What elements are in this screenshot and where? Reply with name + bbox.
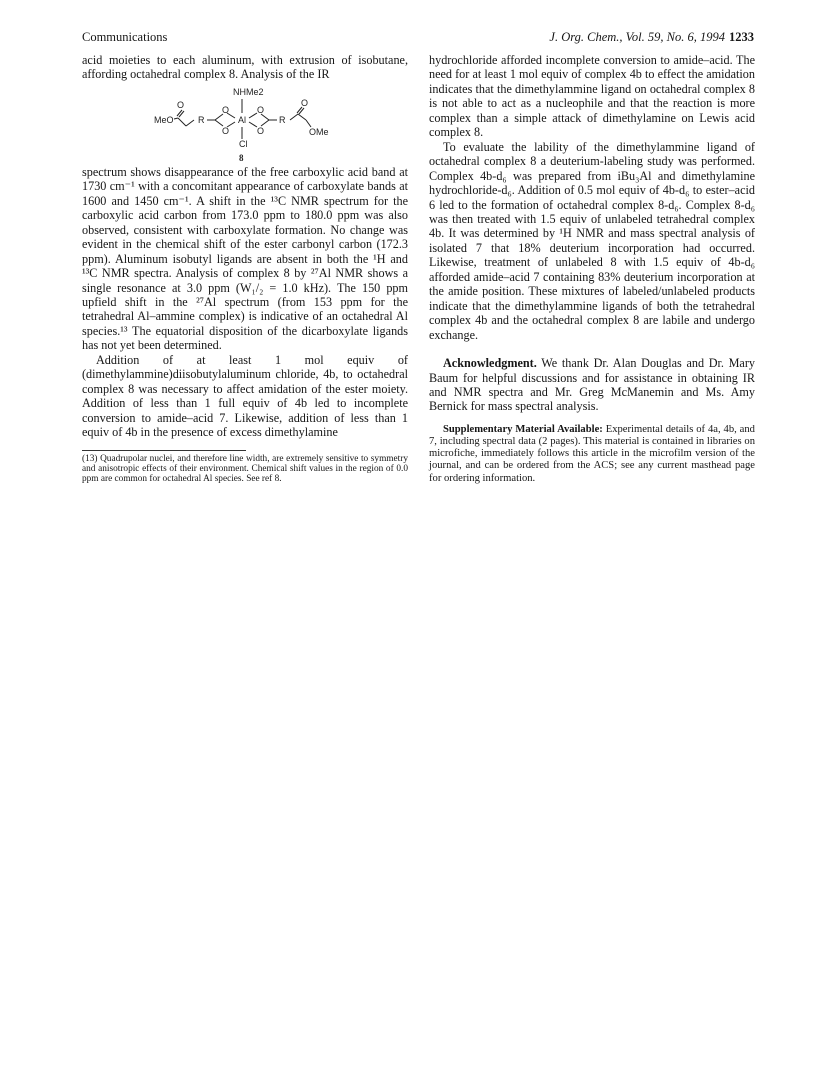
section-label: Communications <box>82 30 168 44</box>
label-o: O <box>301 97 309 108</box>
paragraph: Addition of at least 1 mol equiv of (dimethylammine)diisobutylaluminum chloride, 4b, to octahedral complex 8 was necessary to affect amidation of the ester moiety. Addition of less than 1 full equiv of 4b led to incomplete conversion to amide–acid 7. Likewise, addition of less than 1 equiv of 4b in the presence of excess dimethylamine <box>82 352 408 440</box>
running-head <box>82 30 754 50</box>
footnote-13: (13) Quadrupolar nuclei, and therefore line width, are extremely sensitive to symmetry and anisotropic effects of their environment. Chemical shift values in the region of 0.0 ppm are common for octahedral Al species. See ref 8. <box>82 453 408 485</box>
journal-citation <box>549 30 754 45</box>
left-column <box>82 53 408 485</box>
paragraph: spectrum shows disappearance of the free carboxylic acid band at 1730 cm⁻¹ with a concomitant appearance of carboxylate bands at 1600 and 1450 cm⁻¹. A shift in the ¹³C NMR spectrum for the carboxylic acid carbon from 173.0 ppm to 180.0 ppm was also observed, consistent with carboxylate formation. No change was evident in the chemical shift of the ester carbonyl carbon (172.3 ppm). Aluminum isobutyl ligands are absent in both the ¹H and ¹³C NMR spectra. Analysis of complex 8 by ²⁷Al NMR shows a single resonance at 3.0 ppm (W₁/₂ = 1.0 kHz). The 150 ppm upfield shift in the ²⁷Al spectrum (from 153 ppm for the tetrahedral Al–ammine complex) is indicative of an octahedral Al species.¹³ The equatorial disposition of the dicarboxylate ligands has not yet been determined. <box>82 164 408 353</box>
acknowledgment <box>429 356 755 414</box>
compound-number: 8 <box>239 152 244 163</box>
label-o: O <box>257 104 265 115</box>
label-al: Al <box>238 114 247 125</box>
supplementary-heading: Supplementary Material Available: <box>443 423 603 435</box>
label-r-left: R <box>198 114 205 125</box>
label-o: O <box>177 99 185 110</box>
footnote-divider <box>82 450 246 451</box>
label-o: O <box>222 104 230 115</box>
label-o: O <box>222 125 230 136</box>
page-number: 1233 <box>729 30 754 44</box>
acknowledgment-heading: Acknowledgment. <box>443 356 537 371</box>
label-r-right: R <box>279 114 286 125</box>
label-nhme2: NHMe2 <box>233 86 264 97</box>
paragraph: acid moieties to each aluminum, with extrusion of isobutane, affording octahedral complex 8. Analysis of the IR <box>82 53 408 82</box>
supplementary-material <box>429 424 755 485</box>
journal-name: J. Org. Chem., Vol. 59, No. 6, 1994 <box>549 30 725 44</box>
chemical-structure-complex-8 <box>82 83 408 163</box>
label-meo: MeO <box>154 114 174 125</box>
right-column <box>429 53 755 485</box>
paragraph: To evaluate the lability of the dimethylammine ligand of octahedral complex 8 a deuterium-labeling study was performed. Complex 4b-d₆ was prepared from iBu₃Al and dimethylamine hydrochloride-d₆. Addition of 0.5 mol equiv of 4b-d₆ to ester–acid 6 led to the formation of octahedral complex 8-d₆. Complex 8-d₆ was then treated with 1.5 equiv of unlabeled tetrahedral complex 4b. It was determined by ¹H NMR and mass spectral analysis of isolated 7 that 18% deuterium incorporation had occurred. Likewise, treatment of unlabeled 8 with 1.5 equiv of 4b-d₆ afforded amide–acid 7 containing 83% deuterium incorporation at the amide position. These mixtures of labeled/unlabeled products indicate that the dimethylammine ligands of both the tetrahedral complex 4b and the octahedral complex 8 are labile and undergo exchange. <box>429 139 755 342</box>
label-o: O <box>257 125 265 136</box>
label-ome: OMe <box>309 126 329 137</box>
supplementary-text: Experimental details of 4a, 4b, and 7, including spectral data (2 pages). This material is contained in libraries on microfiche, immediately follows this article in the microfilm version of the journal, and can be ordered from the ACS; see any current masthead page for ordering information. <box>429 423 755 484</box>
acknowledgment-text: We thank Dr. Alan Douglas and Dr. Mary Baum for helpful discussions and for assistance in obtaining IR and NMR spectra and Mr. Greg McManemin and Ms. Amy Bernick for mass spectral analysis. <box>429 356 755 414</box>
paragraph: hydrochloride afforded incomplete conversion to amide–acid. The need for at least 1 mol equiv of complex 4b to effect the amidation indicates that the dimethylammine ligand on octahedral complex 8 is not able to act as a nucleophile and that the reaction is more complex than a simple attack of dimethylamine on Lewis acid complex 8. <box>429 53 755 140</box>
label-cl: Cl <box>239 138 248 149</box>
